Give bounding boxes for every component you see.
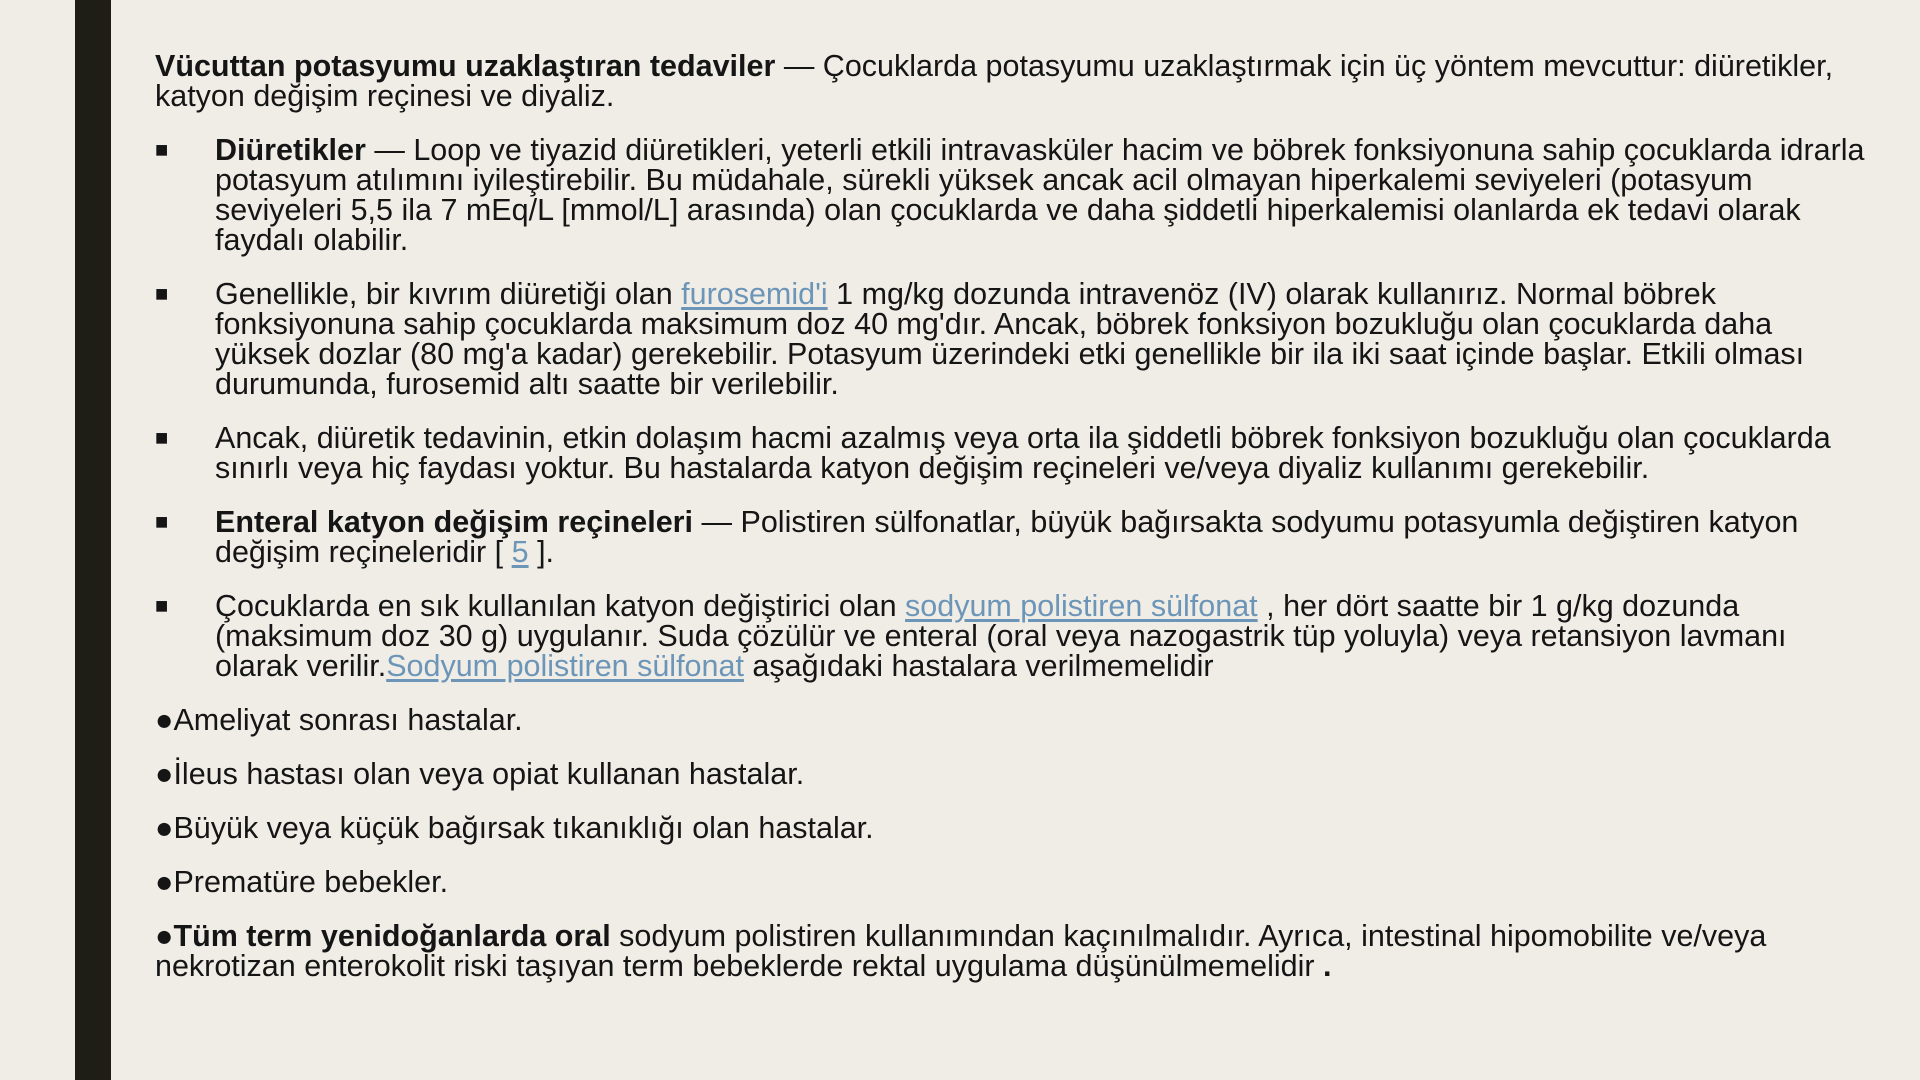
dot-item-postoperative [155, 705, 1869, 735]
dot-item-ileus [155, 759, 1869, 789]
cation-exchange-text-end: ]. [528, 535, 555, 569]
bullet-sodium-polystyrene [155, 591, 1869, 681]
dot-item-obstruction [155, 813, 1869, 843]
furosemide-text-after: 1 mg/kg dozunda intravenöz (IV) olarak kullanırız. Normal böbrek fonksiyonuna sahip çocuklarda maksimum doz 40 mg'dır. Ancak, böbrek fonksiyon bozukluğu olan çocuklarda daha yüksek dozlar (80 mg'a kadar) gerekebilir. Potasyum üzerindeki etki genellikle bir ila iki saat içinde başlar. Etkili olması durumunda, furosemid altı saatte bir verilebilir. [215, 277, 1805, 401]
dot-bullet-icon: ● [155, 865, 174, 899]
diuretic-limitations-text: Ancak, diüretik tedavinin, etkin dolaşım hacmi azalmış veya orta ila şiddetli böbrek fonksiyon bozukluğu olan çocuklarda sınırlı veya hiç faydası yoktur. Bu hastalarda katyon değişim reçineleri ve/veya diyaliz kullanımı gerekebilir. [215, 421, 1831, 485]
sodium-polystyrene-link-2[interactable]: Sodyum polistiren sülfonat [386, 649, 744, 683]
dot-item-text: Prematüre bebekler. [173, 865, 449, 899]
dot-item-text: Ameliyat sonrası hastalar. [173, 703, 523, 737]
sps-text-after: aşağıdaki hastalara verilmemelidir [743, 649, 1214, 683]
term-newborns-text: sodyum polistiren kullanımından kaçınılmalıdır. Ayrıca, intestinal hipomobilite ve/veya nekrotizan enterokolit riski taşıyan term bebeklerde rektal uygulama düşünülmemelidir [155, 919, 1767, 983]
sps-text-before: Çocuklarda en sık kullanılan katyon değiştirici olan [215, 589, 906, 623]
bullet-diuretic-limitations [155, 423, 1869, 483]
cation-exchange-heading: Enteral katyon değişim reçineleri [215, 505, 694, 539]
dot-item-text: Büyük veya küçük bağırsak tıkanıklığı olan hastalar. [173, 811, 874, 845]
cation-exchange-dash: — [693, 505, 741, 539]
furosemide-text-before: Genellikle, bir kıvrım diüretiği olan [215, 277, 682, 311]
diuretics-dash: — [365, 133, 414, 167]
term-newborns-heading: Tüm term yenidoğanlarda oral [173, 919, 611, 953]
dot-item-term-newborns [155, 921, 1869, 981]
bullet-diuretics [155, 135, 1869, 255]
dot-bullet-icon: ● [155, 811, 174, 845]
square-bullet-icon: ■ [155, 281, 169, 306]
bullet-furosemide [155, 279, 1869, 399]
term-newborns-end: . [1323, 949, 1332, 983]
bullet-cation-exchange [155, 507, 1869, 567]
diuretics-text: Loop ve tiyazid diüretikleri, yeterli etkili intravasküler hacim ve böbrek fonksiyonuna sahip çocuklarda idrarla potasyum atılımını iyileştirebilir. Bu müdahale, sürekli yüksek ancak acil olmayan hiperkalemi seviyeleri (potasyum seviyeleri 5,5 ila 7 mEq/L [mmol/L] arasında) olan çocuklarda ve daha şiddetli hiperkalemisi olanlarda ek tedavi olarak faydalı olabilir. [215, 133, 1865, 257]
reference-link-5[interactable]: 5 [511, 535, 529, 569]
left-accent-bar [75, 0, 111, 1080]
dot-bullet-icon: ● [155, 757, 174, 791]
dot-item-premature [155, 867, 1869, 897]
slide-content [155, 51, 1869, 1005]
cation-exchange-text: Polistiren sülfonatlar, büyük bağırsakta sodyumu potasyumla değiştiren katyon değişim reçineleridir [ [215, 505, 1799, 569]
dot-bullet-icon: ● [155, 919, 174, 953]
intro-heading: Vücuttan potasyumu uzaklaştıran tedaviler [155, 49, 776, 83]
dot-bullet-icon: ● [155, 703, 174, 737]
square-bullet-icon: ■ [155, 593, 169, 618]
intro-paragraph [155, 51, 1869, 111]
square-bullet-icon: ■ [155, 509, 169, 534]
sodium-polystyrene-link[interactable]: sodyum polistiren sülfonat [905, 589, 1258, 623]
square-bullet-icon: ■ [155, 137, 169, 162]
intro-dash: — [775, 49, 823, 83]
square-bullet-icon: ■ [155, 425, 169, 450]
sps-text-middle: , her dört saatte bir 1 g/kg dozunda (maksimum doz 30 g) uygulanır. Suda çözülür ve enteral (oral veya nazogastrik tüp yoluyla) veya retansiyon lavmanı olarak verilir. [215, 589, 1787, 683]
dot-item-text: İleus hastası olan veya opiat kullanan hastalar. [173, 757, 805, 791]
intro-text: Çocuklarda potasyumu uzaklaştırmak için üç yöntem mevcuttur: diüretikler, katyon değişim reçinesi ve diyaliz. [155, 49, 1834, 113]
furosemide-link[interactable]: furosemid'i [681, 277, 828, 311]
diuretics-heading: Diüretikler [215, 133, 366, 167]
